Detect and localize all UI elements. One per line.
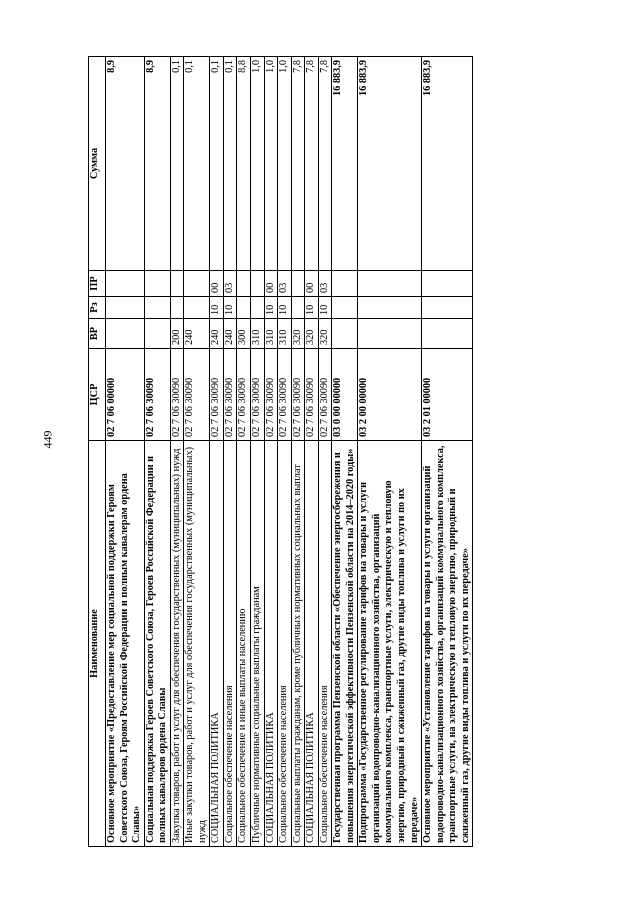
row-csr: 03 2 00 00000 [358, 349, 422, 441]
row-vr [358, 319, 422, 349]
row-name: Закупка товаров, работ и услуг для обеспечения государственных (муниципальных) нужд [170, 441, 184, 847]
table-row [170, 57, 184, 847]
row-name: Социальное обеспечение и иные выплаты населению [237, 441, 251, 847]
row-rz [251, 297, 265, 319]
row-vr [332, 319, 358, 349]
row-rz [237, 297, 251, 319]
row-pr: 03 [223, 271, 237, 297]
table-row [332, 57, 358, 847]
row-name: СОЦИАЛЬНАЯ ПОЛИТИКА [210, 441, 224, 847]
rotated-page-content [88, 57, 606, 847]
header-name: Наименование [89, 441, 106, 847]
table-header-row [89, 57, 106, 847]
row-name: Социальное обеспечение населения [318, 441, 332, 847]
row-csr: 02 7 06 30090 [305, 349, 319, 441]
row-sum: 0,1 [223, 57, 237, 271]
table-row [291, 57, 305, 847]
row-csr: 02 7 06 30090 [278, 349, 292, 441]
row-name: Основное мероприятие «Предоставление мер социальной поддержки Героям Советского Союза, Героям Российской Федерации и полным кавалерам ордена Славы» [106, 441, 145, 847]
row-vr: 300 [237, 319, 251, 349]
row-csr: 03 0 00 00000 [332, 349, 358, 441]
row-vr: 310 [264, 319, 278, 349]
table-row [305, 57, 319, 847]
header-csr: ЦСР [89, 349, 106, 441]
row-sum: 16 883,9 [332, 57, 358, 271]
table-row [184, 57, 210, 847]
row-rz [144, 297, 170, 319]
table-row [210, 57, 224, 847]
row-rz [291, 297, 305, 319]
row-vr: 240 [223, 319, 237, 349]
page-number: 449 [40, 430, 55, 449]
row-pr [144, 271, 170, 297]
row-vr [422, 319, 473, 349]
table-row [278, 57, 292, 847]
row-csr: 02 7 06 30090 [264, 349, 278, 441]
row-pr [422, 271, 473, 297]
row-pr [106, 271, 145, 297]
row-sum: 0,1 [184, 57, 210, 271]
row-sum: 7,8 [318, 57, 332, 271]
row-name: Социальная поддержка Героев Советского Союза, Героев Российской Федерации и полных кавалеров ордена Славы [144, 441, 170, 847]
row-name: Социальные выплаты гражданам, кроме публичных нормативных социальных выплат [291, 441, 305, 847]
row-name: Социальное обеспечение населения [223, 441, 237, 847]
row-pr: 00 [264, 271, 278, 297]
row-csr: 02 7 06 30090 [237, 349, 251, 441]
header-rz: Рз [89, 297, 106, 319]
table-row [144, 57, 170, 847]
row-sum: 0,1 [210, 57, 224, 271]
header-sum: Сумма [89, 57, 106, 271]
row-rz: 10 [210, 297, 224, 319]
row-sum: 8,9 [106, 57, 145, 271]
row-csr: 02 7 06 30090 [210, 349, 224, 441]
row-rz [170, 297, 184, 319]
row-sum: 8,9 [144, 57, 170, 271]
table-row [358, 57, 422, 847]
row-sum: 7,8 [305, 57, 319, 271]
row-csr: 03 2 01 00000 [422, 349, 473, 441]
row-vr [144, 319, 170, 349]
row-sum: 16 883,9 [422, 57, 473, 271]
row-csr: 02 7 06 00000 [106, 349, 145, 441]
budget-table [88, 56, 473, 847]
table-row [237, 57, 251, 847]
row-rz [184, 297, 210, 319]
row-vr: 310 [251, 319, 265, 349]
header-pr: ПР [89, 271, 106, 297]
row-sum: 1,0 [278, 57, 292, 271]
row-sum: 8,8 [237, 57, 251, 271]
row-pr [291, 271, 305, 297]
row-sum: 0,1 [170, 57, 184, 271]
row-vr: 240 [210, 319, 224, 349]
row-rz [106, 297, 145, 319]
row-csr: 02 7 06 30090 [318, 349, 332, 441]
row-name: СОЦИАЛЬНАЯ ПОЛИТИКА [264, 441, 278, 847]
row-rz: 10 [278, 297, 292, 319]
row-pr: 03 [278, 271, 292, 297]
row-csr: 02 7 06 30090 [184, 349, 210, 441]
row-pr [332, 271, 358, 297]
table-row [318, 57, 332, 847]
row-rz [332, 297, 358, 319]
row-csr: 02 7 06 30090 [251, 349, 265, 441]
row-sum: 16 883,9 [358, 57, 422, 271]
row-vr: 240 [184, 319, 210, 349]
row-vr: 200 [170, 319, 184, 349]
row-sum: 7,8 [291, 57, 305, 271]
table-row [223, 57, 237, 847]
row-pr [184, 271, 210, 297]
row-csr: 02 7 06 30090 [170, 349, 184, 441]
row-rz [358, 297, 422, 319]
row-vr: 320 [291, 319, 305, 349]
row-pr [358, 271, 422, 297]
row-rz [422, 297, 473, 319]
table-row [106, 57, 145, 847]
row-rz: 10 [223, 297, 237, 319]
table-row [251, 57, 265, 847]
header-vr: ВР [89, 319, 106, 349]
row-csr: 02 7 06 30090 [291, 349, 305, 441]
row-rz: 10 [264, 297, 278, 319]
row-pr [237, 271, 251, 297]
row-vr: 310 [278, 319, 292, 349]
row-rz: 10 [318, 297, 332, 319]
row-sum: 1,0 [264, 57, 278, 271]
row-vr: 320 [305, 319, 319, 349]
row-csr: 02 7 06 30090 [223, 349, 237, 441]
row-pr [170, 271, 184, 297]
row-name: Публичные нормативные социальные выплаты гражданам [251, 441, 265, 847]
row-name: Подпрограмма «Государственное регулирование тарифов на товары и услуги организаций водопроводно-канализационного хозяйства, организаций коммунального комплекса, транспортные услуги, электрическую и тепловую энергию, природный и сжиженный газ, другие виды топлива и услуги по их передаче» [358, 441, 422, 847]
row-vr: 320 [318, 319, 332, 349]
row-name: СОЦИАЛЬНАЯ ПОЛИТИКА [305, 441, 319, 847]
row-vr [106, 319, 145, 349]
row-csr: 02 7 06 30090 [144, 349, 170, 441]
row-rz: 10 [305, 297, 319, 319]
row-pr [251, 271, 265, 297]
row-pr: 00 [305, 271, 319, 297]
table-row [422, 57, 473, 847]
row-name: Социальное обеспечение населения [278, 441, 292, 847]
table-row [264, 57, 278, 847]
row-sum: 1,0 [251, 57, 265, 271]
row-pr: 03 [318, 271, 332, 297]
row-name: Иные закупки товаров, работ и услуг для обеспечения государственных (муниципальных) нужд [184, 441, 210, 847]
row-name: Государственная программа Пензенской области «Обеспечение энергосбережения и повышения энергетической эффективности Пензенской области на 2014–2020 годы» [332, 441, 358, 847]
row-name: Основное мероприятие «Установление тарифов на товары и услуги организаций водопроводно-канализационного хозяйства, организаций коммунального комплекса, транспортные услуги, на электрическую и тепловую энергию, природный и сжиженный газ, другие виды топлива и услуги по их передаче» [422, 441, 473, 847]
row-pr: 00 [210, 271, 224, 297]
